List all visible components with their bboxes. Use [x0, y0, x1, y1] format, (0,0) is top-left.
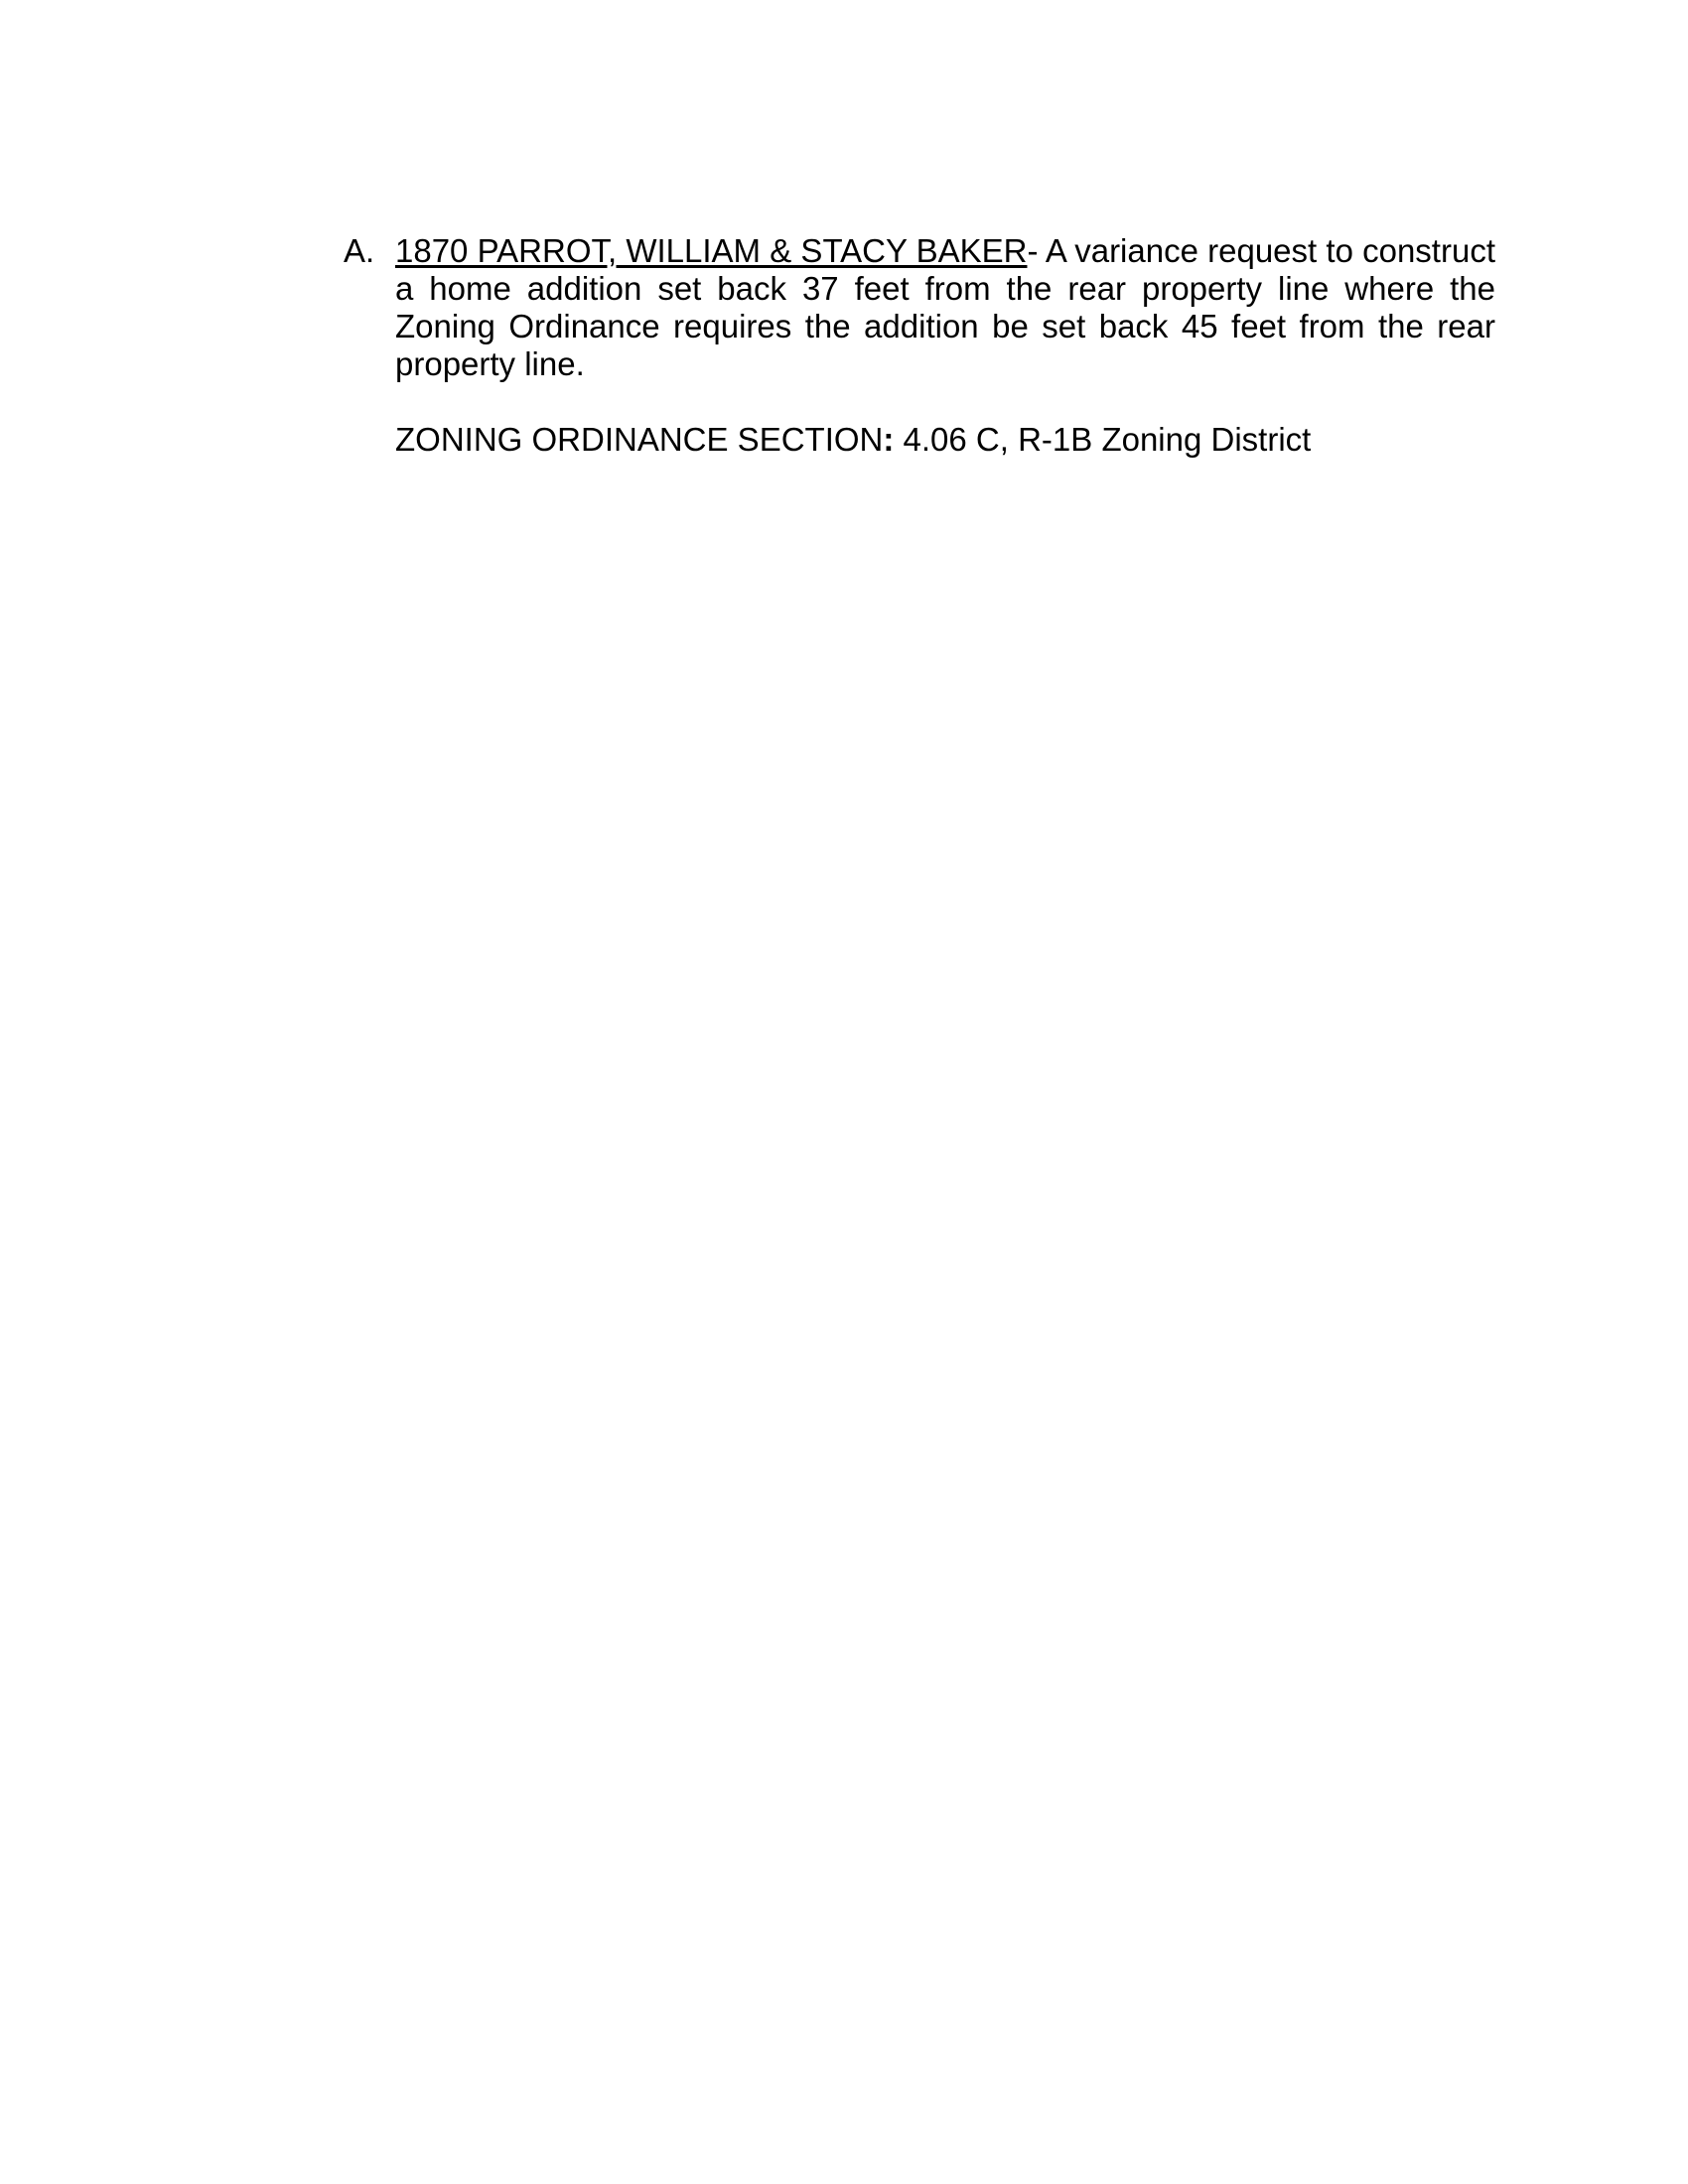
- zoning-section-value: 4.06 C, R-1B Zoning District: [894, 421, 1312, 458]
- item-marker: A.: [344, 232, 375, 269]
- item-heading: 1870 PARROT, WILLIAM & STACY BAKER: [395, 232, 1028, 269]
- zoning-section-colon: :: [883, 421, 895, 458]
- agenda-item: [344, 232, 1495, 459]
- item-description-text: - A variance request to construct a home addition set back 37 feet from the rear property line where the Zoning Ordinance requires the addition be set back 45 feet from the rear property line.: [395, 232, 1495, 382]
- zoning-section-label: ZONING ORDINANCE SECTION: [395, 421, 884, 458]
- item-description: [395, 232, 1495, 383]
- zoning-section-line: [395, 421, 1495, 459]
